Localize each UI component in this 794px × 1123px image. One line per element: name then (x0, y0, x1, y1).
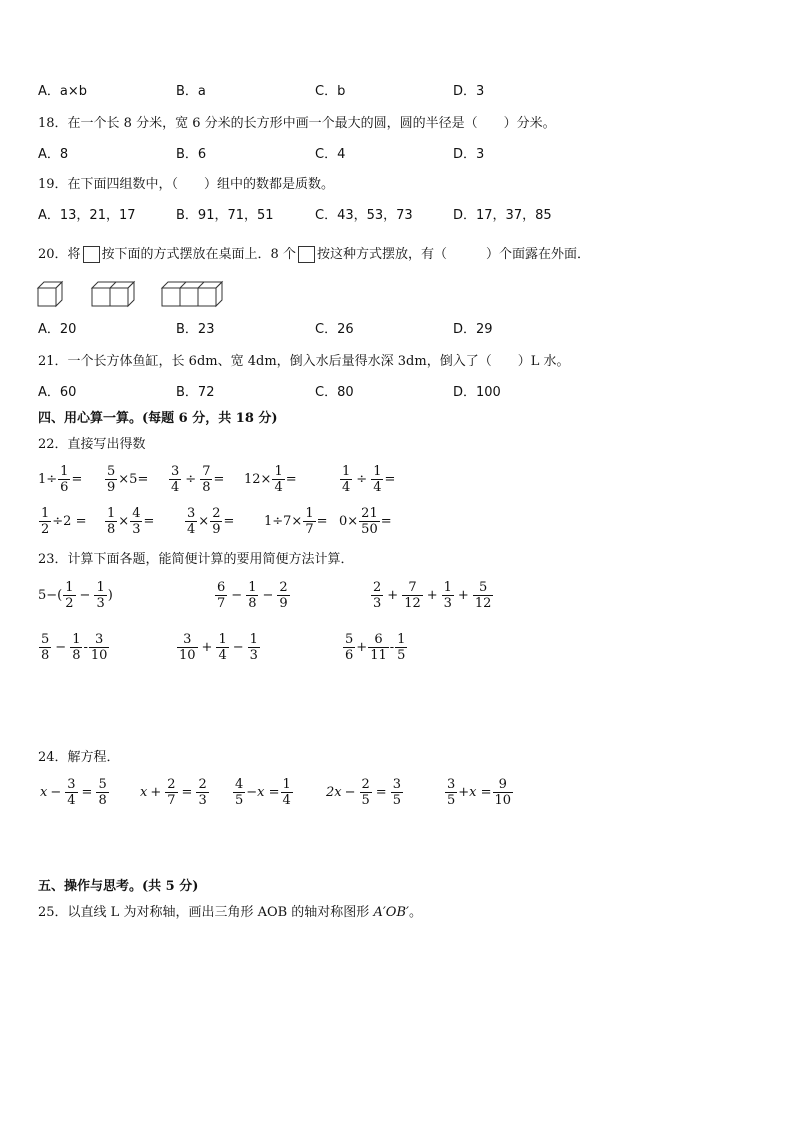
q23-e5: $\frac{3}{10}$ + $\frac{1}{4}$ − $\frac{1}{3}$ (179, 632, 258, 663)
q22-r1-e4: 12× $\frac{1}{4}$ = (244, 464, 297, 495)
section-4-heading: 四、用心算一算。(每题 6 分，共 18 分) (38, 411, 278, 426)
q23-e3: $\frac{2}{3}$ + $\frac{7}{12}$ + $\frac{1}{3}$ + $\frac{5}{12}$ (373, 580, 492, 611)
q20-cube-arrangements (36, 280, 226, 310)
cube-icon (83, 246, 100, 263)
q21-option-b: B．72 (176, 385, 215, 400)
q19-text: 19．在下面四组数中，（ ）组中的数都是质数。 (38, 177, 335, 192)
q25-end: 。 (408, 905, 422, 920)
q18-text: 18．在一个长 8 分米，宽 6 分米的长方形中画一个最大的圆，圆的半径是（ ）分米。 (38, 116, 556, 131)
q24-eq1: x − $\frac{3}{4}$ = $\frac{5}{8}$ (40, 777, 107, 808)
q22-r2-e1: $\frac{1}{2}$ ÷2 = (41, 506, 87, 537)
q17-option-b: B．a (176, 84, 206, 99)
q19-option-a: A．13，21，17 (38, 208, 136, 223)
q24-eq2: x + $\frac{2}{7}$ = $\frac{2}{3}$ (140, 777, 207, 808)
q24-eq5: $\frac{3}{5}$ +x = $\frac{9}{10}$ (447, 777, 512, 808)
q17-option-a: A．a×b (38, 84, 88, 99)
q20-part2: 按下面的方式摆放在桌面上．8 个 (101, 247, 296, 262)
q21-option-c: C．80 (315, 385, 354, 400)
q22-r1-e5: $\frac{1}{4}$ ÷ $\frac{1}{4}$ = (342, 464, 396, 495)
section-5-heading: 五、操作与思考。(共 5 分) (38, 879, 199, 894)
q25-text (38, 905, 422, 921)
q23-e2: $\frac{6}{7}$ − $\frac{1}{8}$ − $\frac{2}{9}$ (217, 580, 288, 611)
q22-r1-e1: 1÷ $\frac{1}{6}$ = (38, 464, 83, 495)
q20-option-b: B．23 (176, 322, 215, 337)
q22-title: 22．直接写出得数 (38, 437, 146, 452)
q18-option-a: A．8 (38, 147, 69, 162)
q20-text (38, 246, 590, 263)
q20-part3: 按这种方式摆放，有（ ）个面露在外面． (316, 247, 590, 262)
q22-r1-e3: $\frac{3}{4}$ ÷ $\frac{7}{8}$ = (171, 464, 225, 495)
q22-r2-e5: 0× $\frac{21}{50}$ = (339, 506, 392, 537)
q24-title: 24．解方程． (38, 750, 120, 765)
q24-eq3: $\frac{4}{5}$ −x = $\frac{1}{4}$ (235, 777, 291, 808)
q21-option-a: A．60 (38, 385, 77, 400)
q25-prompt: 25．以直线 L 为对称轴，画出三角形 AOB 的轴对称图形 (38, 905, 370, 920)
q21-text: 21．一个长方体鱼缸，长 6dm、宽 4dm，倒入水后量得水深 3dm，倒入了（ ）L 水。 (38, 354, 570, 369)
q22-r1-e2: $\frac{5}{9}$ ×5= (107, 464, 149, 495)
q23-e4: $\frac{5}{8}$ − $\frac{1}{8}$ - $\frac{3}{10}$ (41, 632, 108, 663)
q18-option-c: C．4 (315, 147, 346, 162)
cube-icon (298, 246, 315, 263)
q18-option-b: B．6 (176, 147, 207, 162)
q19-option-c: C．43，53，73 (315, 208, 413, 223)
q22-r2-e2: $\frac{1}{8}$ × $\frac{4}{3}$ = (107, 506, 155, 537)
q17-option-c: C．b (315, 84, 346, 99)
q20-option-c: C．26 (315, 322, 354, 337)
q21-option-d: D．100 (453, 385, 501, 400)
q25-figure-name: A′OB′ (373, 905, 409, 920)
q23-e1: 5−( $\frac{1}{2}$ − $\frac{1}{3}$ ) (38, 580, 113, 611)
q20-part1: 20．将 (38, 247, 81, 262)
q20-option-d: D．29 (453, 322, 493, 337)
q18-option-d: D．3 (453, 147, 485, 162)
q23-title: 23．计算下面各题，能简便计算的要用简便方法计算． (38, 552, 354, 567)
q17-option-d: D．3 (453, 84, 485, 99)
q22-r2-e4: 1÷7× $\frac{1}{7}$ = (264, 506, 328, 537)
q20-option-a: A．20 (38, 322, 77, 337)
q24-eq4: 2x − $\frac{2}{5}$ = $\frac{3}{5}$ (326, 777, 401, 808)
q23-e6: $\frac{5}{6}$ + $\frac{6}{11}$ - $\frac{1}{5}$ (345, 632, 406, 663)
q19-option-b: B．91，71，51 (176, 208, 274, 223)
q22-r2-e3: $\frac{3}{4}$ × $\frac{2}{9}$ = (187, 506, 235, 537)
q19-option-d: D．17，37，85 (453, 208, 552, 223)
